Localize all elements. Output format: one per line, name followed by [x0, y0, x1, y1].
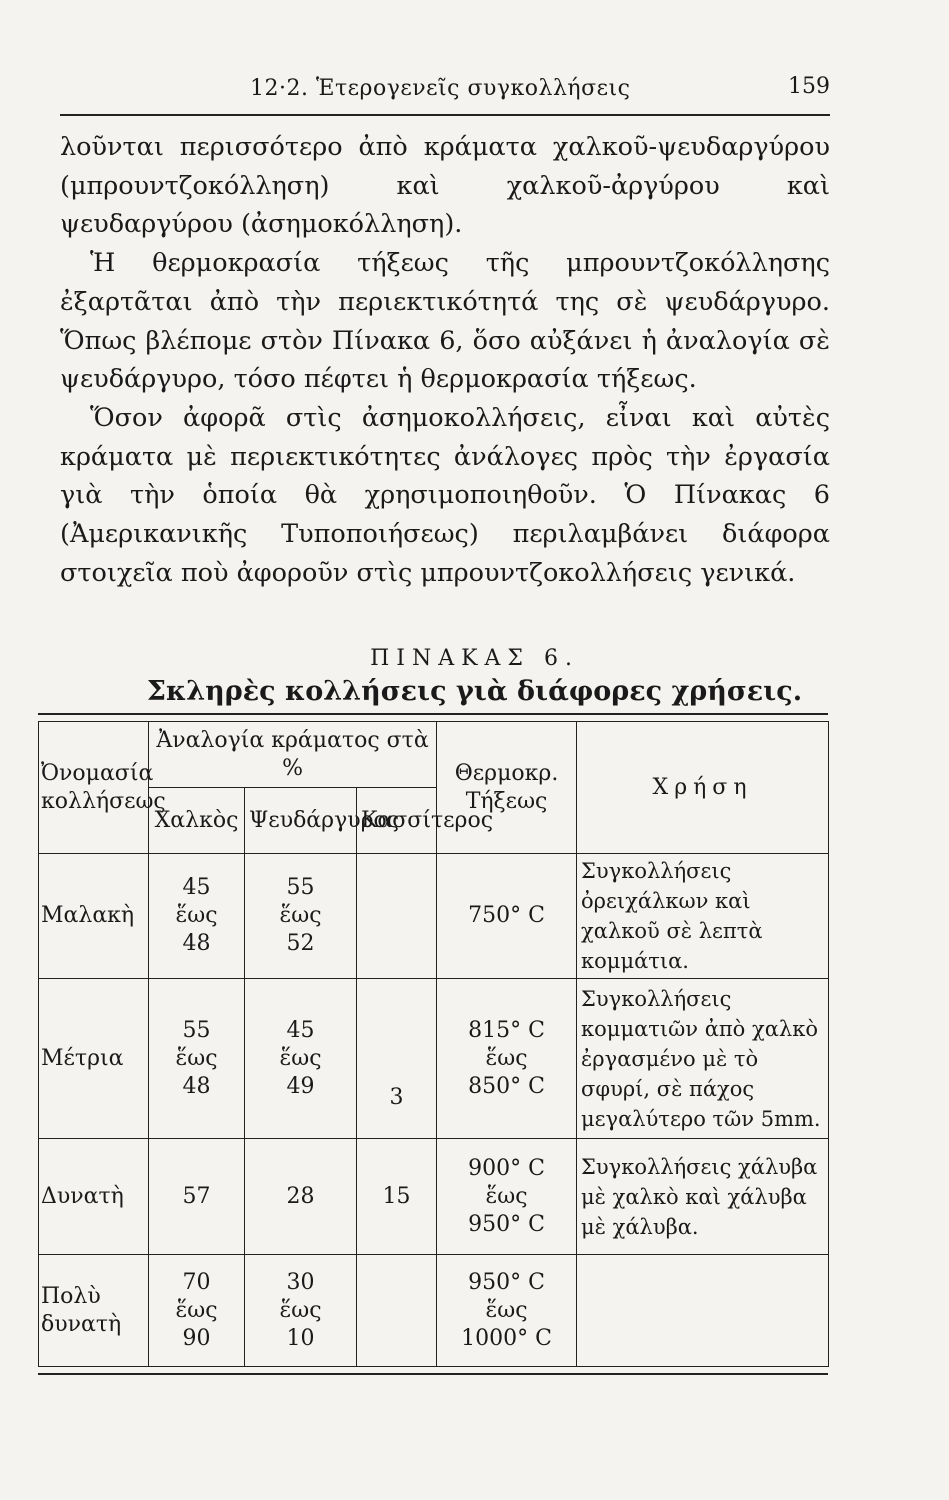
header-rule: [60, 114, 830, 116]
header-ratio: Ἀναλογία κράματος στὰ %: [149, 722, 437, 788]
table-title: Σκληρὲς κολλήσεις γιὰ διάφορες χρήσεις.: [146, 676, 803, 707]
table-row: [39, 1139, 829, 1255]
cell-zinc: 55 ἕως 52: [245, 854, 357, 979]
table-row: [39, 1255, 829, 1367]
cell-zinc: 30 ἕως 10: [245, 1255, 357, 1367]
header-use: Χρήση: [577, 722, 829, 854]
cell-use: Συγκολλήσεις χάλυβα μὲ χαλκὸ καὶ χάλυβα μὲ χάλυβα.: [577, 1139, 829, 1255]
cell-copper: 45 ἕως 48: [149, 854, 245, 979]
cell-temp: 950° C ἕως 1000° C: [437, 1255, 577, 1367]
body-text: [60, 128, 830, 592]
cell-name: Μαλακὴ: [39, 854, 149, 979]
running-header: [60, 70, 830, 110]
header-temp: Θερμοκρ. Τήξεως: [437, 722, 577, 854]
table-label: ΠΙΝΑΚΑΣ 6.: [370, 646, 579, 671]
cell-use: Συγκολλήσεις κομματιῶν ἀπὸ χαλκὸ ἐργασμένο μὲ τὸ σφυρί, σὲ πάχος μεγαλύτερο τῶν 5mm.: [577, 979, 829, 1139]
cell-tin: [357, 1255, 437, 1367]
table-container: [38, 713, 828, 1375]
cell-zinc: 45 ἕως 49: [245, 979, 357, 1139]
page-number: 159: [788, 74, 830, 99]
cell-copper: 70 ἕως 90: [149, 1255, 245, 1367]
paragraph-3: Ὅσον ἀφορᾶ στὶς ἀσημοκολλήσεις, εἶναι καὶ αὐτὲς κράματα μὲ περιεκτικότητες ἀνάλογες πρὸς τὴν ἐργασία γιὰ τὴν ὁποία θὰ χρησιμοποιηθοῦν. Ὁ Πίνακας 6 (Ἀμερικανικῆς Τυποποιήσεως) περιλαμβάνει διάφορα στοιχεῖα ποὺ ἀφοροῦν στὶς μπρουντζοκολλήσεις γενικά.: [60, 402, 830, 588]
cell-tin: 3: [357, 979, 437, 1139]
cell-temp: 900° C ἕως 950° C: [437, 1139, 577, 1255]
cell-use: Συγκολλήσεις ὀρειχάλκων καὶ χαλκοῦ σὲ λεπτὰ κομμάτια.: [577, 854, 829, 979]
header-zinc: Ψευδάργυρος: [245, 788, 357, 854]
solder-table: [38, 721, 829, 1367]
table-top-rule: [38, 713, 828, 715]
table-bottom-rule: [38, 1373, 828, 1375]
header-name: Ὀνομασία κολλήσεως: [39, 722, 149, 854]
cell-tin: [357, 854, 437, 979]
table-row: [39, 979, 829, 1139]
cell-temp: 750° C: [437, 854, 577, 979]
cell-zinc: 28: [245, 1139, 357, 1255]
cell-name: Δυνατὴ: [39, 1139, 149, 1255]
section-title: 12·2. Ἑτερογενεῖς συγκολλήσεις: [250, 76, 631, 101]
cell-tin: 15: [357, 1139, 437, 1255]
header-copper: Χαλκὸς: [149, 788, 245, 854]
header-tin: Κασσίτερος: [357, 788, 437, 854]
paragraph-2: Ἡ θερμοκρασία τήξεως τῆς μπρουντζοκόλλησης ἐξαρτᾶται ἀπὸ τὴν περιεκτικότητά της σὲ ψευδάργυρο. Ὅπως βλέπομε στὸν Πίνακα 6, ὅσο αὐξάνει ἡ ἀναλογία σὲ ψευδάργυρο, τόσο πέφτει ἡ θερμοκρασία τήξεως.: [60, 248, 830, 395]
cell-name: Μέτρια: [39, 979, 149, 1139]
paragraph-1: λοῦνται περισσότερο ἀπὸ κράματα χαλκοῦ-ψευδαργύρου (μπρουντζοκόλληση) καὶ χαλκοῦ-ἀργύρου καὶ ψευδαργύρου (ἀσημοκόλληση).: [60, 132, 830, 240]
cell-temp: 815° C ἕως 850° C: [437, 979, 577, 1139]
cell-use: [577, 1255, 829, 1367]
cell-name: Πολὺ δυνατὴ: [39, 1255, 149, 1367]
table-row: [39, 854, 829, 979]
cell-copper: 57: [149, 1139, 245, 1255]
cell-copper: 55 ἕως 48: [149, 979, 245, 1139]
